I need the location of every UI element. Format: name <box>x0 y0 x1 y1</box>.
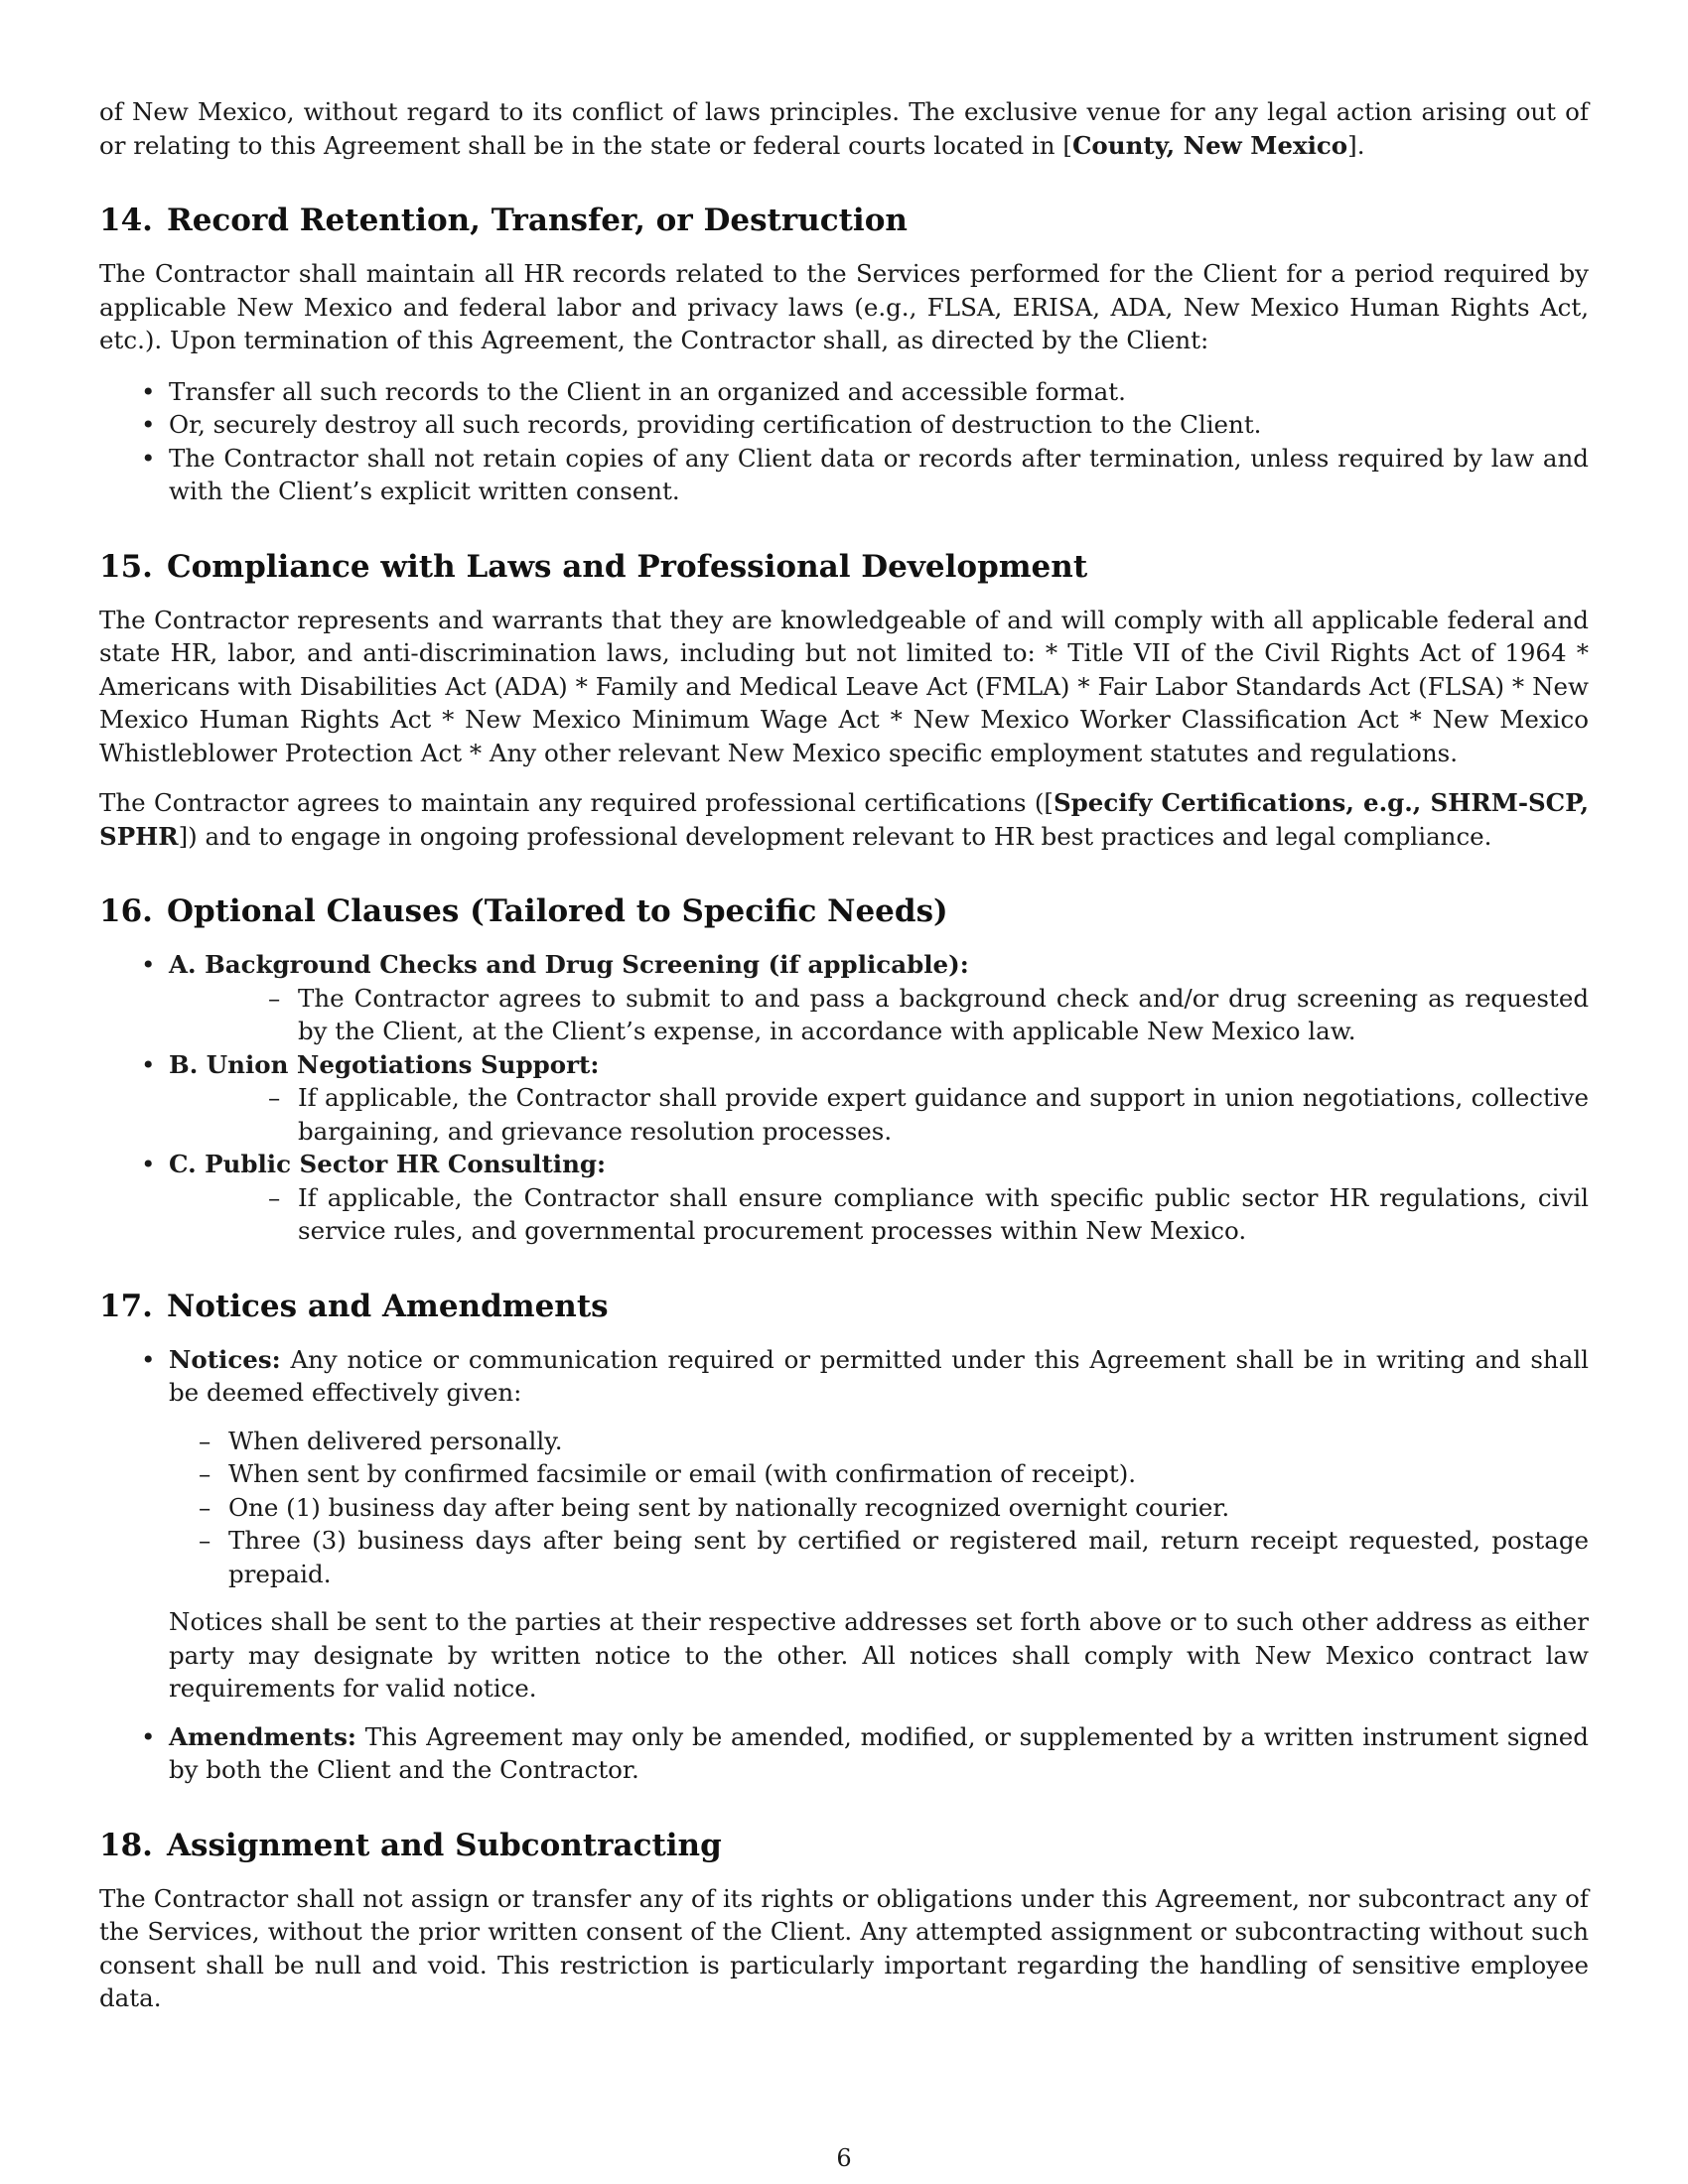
section-18-heading: 18. Assignment and Subcontracting <box>99 1827 722 1863</box>
list-item: • Transfer all such records to the Client in an organized and accessible format. <box>99 375 1589 409</box>
amendments-label: Amendments: <box>169 1721 356 1751</box>
list-item: – One (1) business day after being sent by nationally recognized overnight courier. <box>99 1491 1589 1525</box>
section-18-paragraph: The Contractor shall not assign or transfer any of its rights or obligations under this Agreement, nor subcontract any of the Services, without the prior written consent of the Client. Any attempted assignment or subcontracting without such consent shall be null and void. This restriction is particularly important regarding the handling of sensitive employee data. <box>99 1883 1589 2012</box>
section-14-heading: 14. Record Retention, Transfer, or Destruction <box>99 203 908 238</box>
section-17-heading: 17. Notices and Amendments <box>99 1288 609 1324</box>
section-14-list <box>99 375 1589 508</box>
section-15-heading: 15. Compliance with Laws and Professional Development <box>99 548 1088 585</box>
clause-a-text: – The Contractor agrees to submit to and pass a background check and/or drug screening as requested by the Client, at the Client’s expense, in accordance with applicable New Mexico law. <box>169 982 1589 1048</box>
clause-c-text: – If applicable, the Contractor shall ensure compliance with specific public sector HR regulations, civil service rules, and governmental procurement processes within New Mexico. <box>169 1181 1589 1248</box>
section-15-paragraph-2: The Contractor agrees to maintain any required professional certifications ([Specify Certifications, e.g., SHRM-SCP, SPHR]) and to engage in ongoing professional development relevant to HR best practices and legal compliance. <box>99 788 1589 851</box>
intro-paragraph: of New Mexico, without regard to its conflict of laws principles. The exclusive venue for any legal action arising out of or relating to this Agreement shall be in the state or federal courts located in [County, New Mexico]. <box>99 97 1589 160</box>
certifications-placeholder: Specify Certifications, e.g., SHRM-SCP, SPHR <box>99 788 1589 851</box>
clause-b-text: – If applicable, the Contractor shall provide expert guidance and support in union negotiations, collective bargaining, and grievance resolution processes. <box>169 1081 1589 1148</box>
amendments-item: • Amendments: This Agreement may only be amended, modified, or supplemented by a written instrument signed by both the Client and the Contractor. <box>99 1720 1589 1787</box>
section-15-paragraph-1: The Contractor represents and warrants that they are knowledgeable of and will comply with all applicable federal and state HR, labor, and anti-discrimination laws, including but not limited to: * Title VII of the Civil Rights Act of 1964 * Americans with Disabilities Act (ADA) * Family and Medical Leave Act (FMLA) * Fair Labor Standards Act (FLSA) * New Mexico Human Rights Act * New Mexico Minimum Wage Act * New Mexico Worker Classification Act * New Mexico Whistleblower Protection Act * Any other relevant New Mexico specific employment statutes and regulations. <box>99 605 1589 767</box>
list-item: – When sent by confirmed facsimile or email (with confirmation of receipt). <box>99 1457 1589 1491</box>
section-16-list <box>99 948 1589 1248</box>
clause-c-title: C. Public Sector HR Consulting: <box>169 1150 607 1178</box>
amendments-list <box>99 1720 1589 1787</box>
notices-label: Notices: <box>169 1344 281 1374</box>
list-item: • Or, securely destroy all such records, providing certification of destruction to the Client. <box>99 408 1589 442</box>
notices-note: Notices shall be sent to the parties at their respective addresses set forth above or to such other address as either party may designate by written notice to the other. All notices shall comply with New Mexico contract law requirements for valid notice. <box>169 1607 1589 1703</box>
notice-methods-list <box>99 1425 1589 1591</box>
notices-item: • Notices: Any notice or communication required or permitted under this Agreement shall be in writing and shall be deemed effectively given: <box>99 1343 1589 1410</box>
clause-b <box>99 1048 1589 1149</box>
section-14-paragraph: The Contractor shall maintain all HR records related to the Services performed for the Client for a period required by applicable New Mexico and federal labor and privacy laws (e.g., FLSA, ERISA, ADA, New Mexico Human Rights Act, etc.). Upon termination of this Agreement, the Contractor shall, as directed by the Client: <box>99 259 1589 354</box>
list-item: – When delivered personally. <box>99 1425 1589 1458</box>
section-17-list <box>99 1343 1589 1410</box>
list-item: • The Contractor shall not retain copies of any Client data or records after termination, unless required by law and with the Client’s explicit written consent. <box>99 442 1589 508</box>
clause-a <box>99 948 1589 1048</box>
section-16-heading: 16. Optional Clauses (Tailored to Specific Needs) <box>99 893 948 929</box>
document-page <box>99 95 1589 2015</box>
page-number: 6 <box>836 2144 852 2172</box>
list-item: – Three (3) business days after being sent by certified or registered mail, return receipt requested, postage prepaid. <box>99 1524 1589 1590</box>
venue-placeholder: County, New Mexico <box>1071 130 1348 160</box>
clause-b-title: B. Union Negotiations Support: <box>169 1049 600 1079</box>
clause-c <box>99 1148 1589 1248</box>
clause-a-title: A. Background Checks and Drug Screening (if applicable): <box>169 950 969 979</box>
